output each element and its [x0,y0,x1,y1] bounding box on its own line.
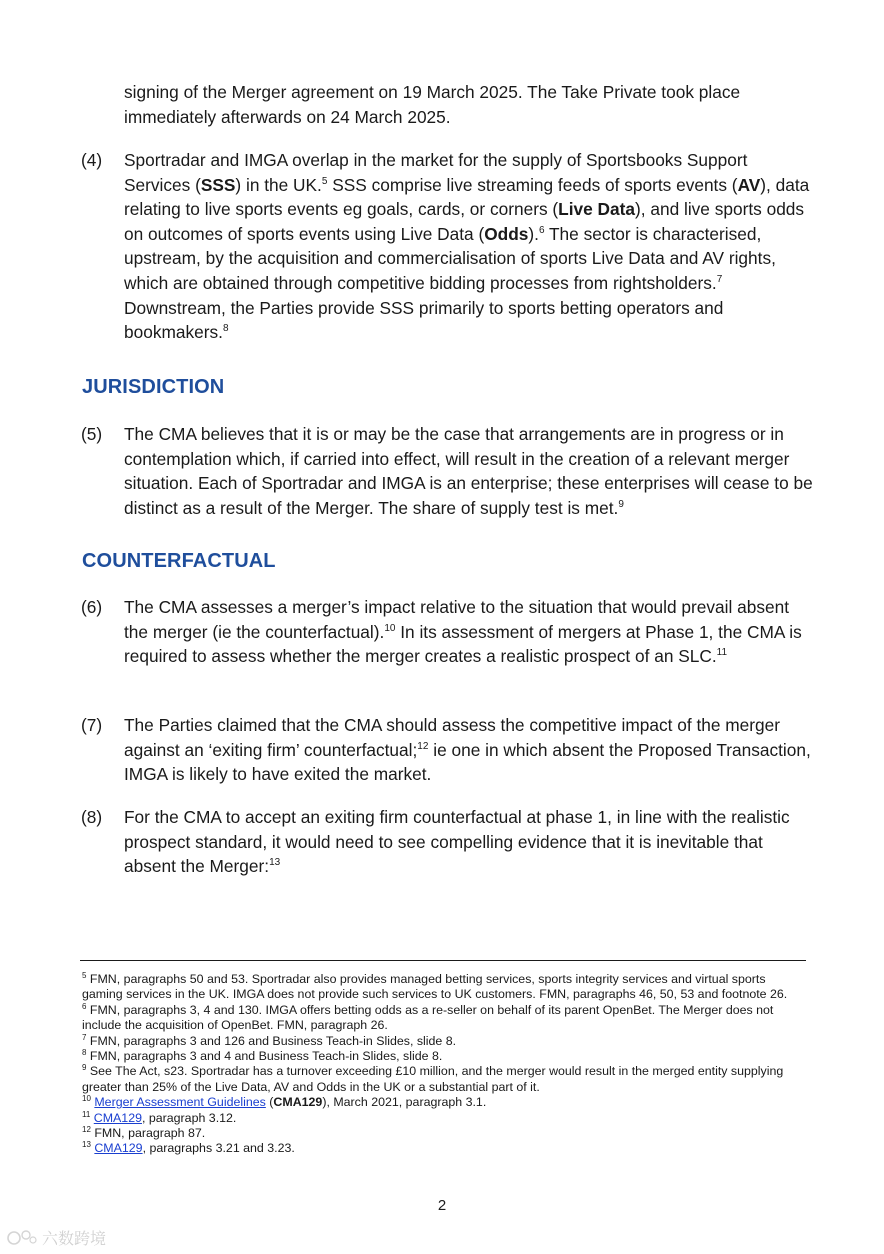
footnote-5: $^5$ FMN, paragraphs 50 and 53. Sportradar also provides managed betting services, sports integrity services and virtual sports gaming services in the UK. IMGA does not provide such services to UK customers. FMN, paragraphs 46, 50, 53 and footnote 26. [82,970,788,1002]
footnote-ref: 5 [321,175,328,187]
footnote-ref: 9 [618,499,624,511]
footnote-divider [80,960,806,961]
section-heading-jurisdiction: JURISDICTION [82,376,225,398]
cma129-link[interactable]: CMA129 [94,1141,143,1156]
paragraph-4: Sportradar and IMGA overlap in the market for the supply of Sportsbooks Support Services (SSS) in the UK.$^5$ SSS comprise live streaming feeds of sports events (AV), data relating to live sports events eg goals, cards, or corners (Live Data), and live sports odds on outcomes of sports events using Live Data (Odds).$^6$ The sector is characterised, upstream, by the acquisition and commercialisation of sports Live Data and AV rights, which are obtained through competitive bidding processes from rightsholders.$^7$ Downstream, the Parties provide SSS primarily to sports betting operators and bookmakers.$^8$ [124,150,810,343]
merger-assessment-guidelines-link[interactable]: Merger Assessment Guidelines [94,1095,266,1110]
footnotes [82,972,802,1157]
cma129-link[interactable]: CMA129 [93,1110,142,1125]
paragraph-5: The CMA believes that it is or may be the case that arrangements are in progress or in contemplation which, if carried into effect, will result in the creation of a relevant merger situation. Each of Sportradar and IMGA is an enterprise; these enterprises will cease to be distinct as a result of the Merger. The share of supply test is met.$^9$ [124,424,813,518]
page-number: 2 [437,1197,447,1214]
watermark-text: 六数跨境 [42,1229,107,1248]
footnote-ref: 6 [538,225,545,237]
footnote-ref: 7 [716,274,723,286]
watermark-logo-icon [6,1228,38,1248]
paragraph-number: (6) [81,597,103,617]
footnote-ref: 11 [716,647,728,659]
paragraph-7: The Parties claimed that the CMA should assess the competitive impact of the merger against an ‘exiting firm’ counterfactual;$^{12}$ ie one in which absent the Proposed Transaction, IMGA is likely to have exited the market. [124,715,811,785]
paragraph-number: (8) [81,807,103,827]
paragraph-6: The CMA assesses a merger’s impact relative to the situation that would prevail absent the merger (ie the counterfactual).$^{10}$ In its assessment of mergers at Phase 1, the CMA is required to assess whether the merger creates a realistic prospect of an SLC.$^{11}$ [124,597,802,667]
footnote-7: $^7$ FMN, paragraphs 3 and 126 and Business Teach-in Slides, slide 8. [82,1032,457,1048]
footnote-10: $^{10}$ Merger Assessment Guidelines (CMA129), March 2021, paragraph 3.1. [82,1094,487,1110]
section-heading-counterfactual: COUNTERFACTUAL [82,550,276,572]
footnote-ref: 10 [384,622,396,634]
footnote-6: $^6$ FMN, paragraphs 3, 4 and 130. IMGA offers betting odds as a re-seller on behalf of its parent OpenBet. The Merger does not include the acquisition of OpenBet. FMN, paragraph 26. [82,1001,774,1033]
footnote-ref: 13 [269,857,281,869]
footnote-ref: 8 [222,323,229,335]
paragraph-number: (5) [81,424,103,444]
paragraph-number: (4) [81,150,103,170]
footnote-11: $^{11}$ CMA129, paragraph 3.12. [82,1109,237,1125]
paragraph-8: For the CMA to accept an exiting firm counterfactual at phase 1, in line with the realistic prospect standard, it would need to see compelling evidence that it is inevitable that absent the Merger:$^{13}$ [124,807,790,877]
paragraph-3-continuation: signing of the Merger agreement on 19 March 2025. The Take Private took place immediately afterwards on 24 March 2025. [124,82,741,127]
paragraph-number: (7) [81,715,103,735]
footnote-ref: 12 [417,740,429,752]
footnote-9: $^9$ See The Act, s23. Sportradar has a turnover exceeding £10 million, and the merger would result in the merged entity supplying greater than 25% of the Live Data, AV and Odds in the UK or a substantial part of it. [82,1063,784,1094]
footnote-12: $^{12}$ FMN, paragraph 87. [82,1124,206,1141]
watermark [6,1226,106,1249]
footnote-8: $^8$ FMN, paragraphs 3 and 4 and Business Teach-in Slides, slide 8. [82,1047,443,1064]
footnote-13: $^{13}$ CMA129, paragraphs 3.21 and 3.23. [82,1140,295,1156]
